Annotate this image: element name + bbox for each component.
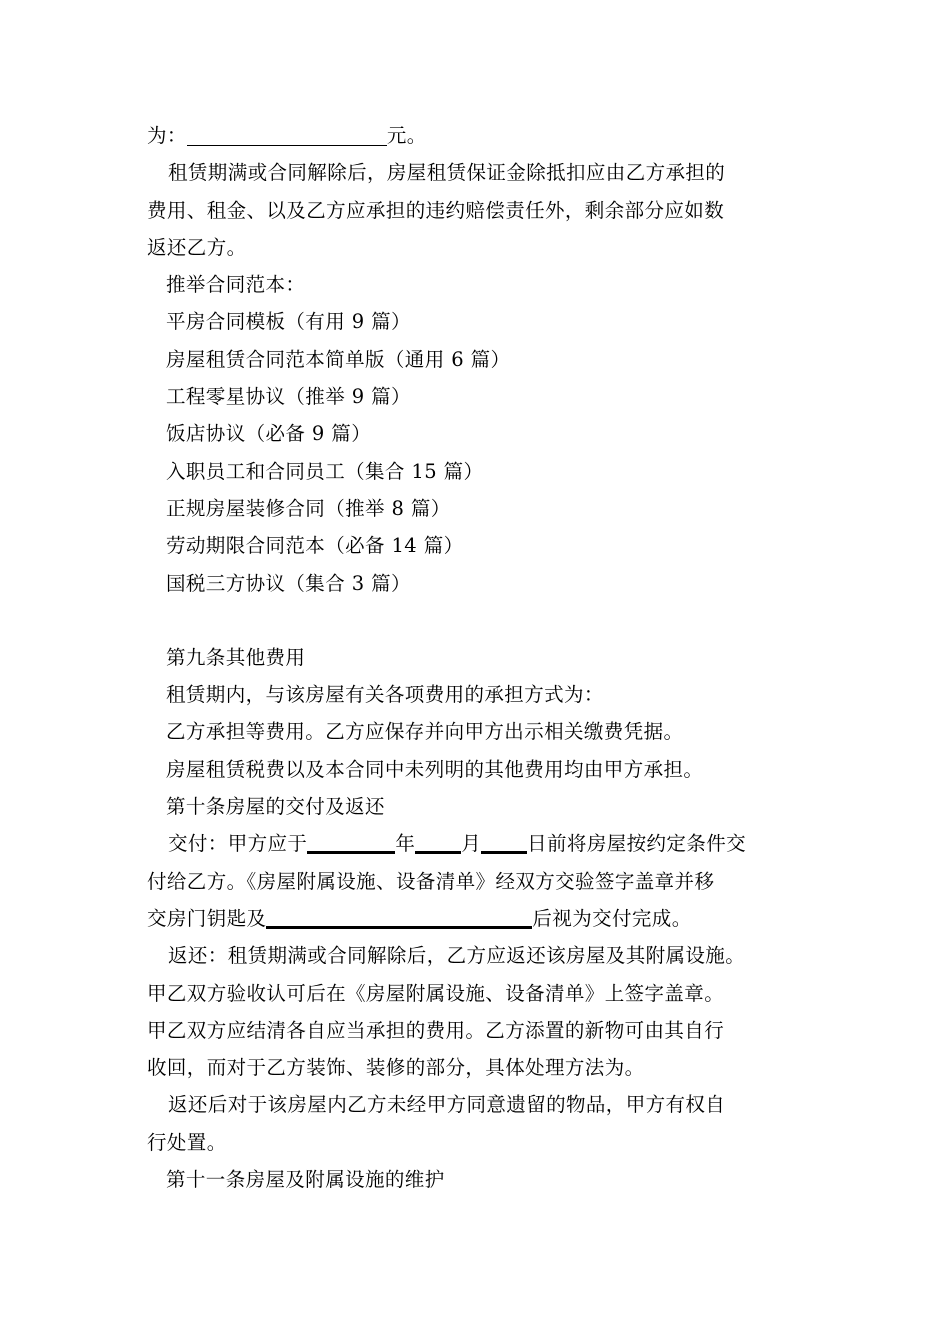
recommend-title: 推举合同范本： <box>166 273 306 297</box>
article-9-line: 房屋租赁税费以及本合同中未列明的其他费用均由甲方承担。 <box>166 757 704 781</box>
article-9-line: 乙方承担等费用。乙方应保存并向甲方出示相关缴费凭据。 <box>166 720 684 744</box>
leftover-line: 返还后对于该房屋内乙方未经甲方同意遗留的物品，甲方有权自 <box>168 1093 726 1117</box>
deposit-amount-line <box>147 117 827 154</box>
article-11-title: 第十一条房屋及附属设施的维护 <box>166 1168 445 1192</box>
delivery-line <box>147 900 827 937</box>
deposit-paragraph-line: 租赁期满或合同解除后，房屋租赁保证金除抵扣应由乙方承担的 <box>168 161 726 185</box>
return-line: 收回，而对于乙方装饰、装修的部分，具体处理方法为。 <box>147 1056 645 1080</box>
recommend-item: 劳动期限合同范本（必备 14 篇） <box>166 534 464 558</box>
spacer <box>147 602 827 639</box>
article-10-title: 第十条房屋的交付及返还 <box>166 795 385 819</box>
recommend-item: 平房合同模板（有用 9 篇） <box>166 310 411 334</box>
text: 日前将房屋按约定条件交 <box>527 832 747 856</box>
blank-month <box>415 831 461 854</box>
text: 月 <box>461 832 482 856</box>
text: 交付：甲方应于 <box>168 832 308 856</box>
delivery-line: 付给乙方。《房屋附属设施、设备清单》经双方交验签字盖章并移 <box>147 869 715 893</box>
blank-day <box>481 831 527 854</box>
recommend-item: 工程零星协议（推举 9 篇） <box>166 385 411 409</box>
return-line: 返还：租赁期满或合同解除后，乙方应返还该房屋及其附属设施。 <box>168 944 746 968</box>
recommend-item: 房屋租赁合同范本简单版（通用 6 篇） <box>166 347 511 371</box>
delivery-line <box>147 825 827 862</box>
leftover-line: 行处置。 <box>147 1130 227 1154</box>
article-9-line: 租赁期内，与该房屋有关各项费用的承担方式为： <box>166 683 604 707</box>
blank-underline <box>187 125 387 146</box>
recommend-item: 饭店协议（必备 9 篇） <box>166 422 372 446</box>
blank-keys <box>266 906 532 929</box>
article-9-title: 第九条其他费用 <box>166 645 306 669</box>
text: 元。 <box>386 124 427 147</box>
return-line: 甲乙双方应结清各自应当承担的费用。乙方添置的新物可由其自行 <box>147 1018 725 1042</box>
recommend-item: 国税三方协议（集合 3 篇） <box>166 571 411 595</box>
recommend-item: 正规房屋装修合同（推举 8 篇） <box>166 496 451 520</box>
text: 后视为交付完成。 <box>532 906 692 930</box>
text: 为： <box>147 124 187 147</box>
deposit-paragraph-line: 返还乙方。 <box>147 235 247 259</box>
blank-year <box>307 831 395 854</box>
document-body <box>147 117 827 1198</box>
return-line: 甲乙双方验收认可后在《房屋附属设施、设备清单》上签字盖章。 <box>147 981 725 1005</box>
text: 年 <box>395 832 416 856</box>
text: 交房门钥匙及 <box>147 906 267 930</box>
deposit-paragraph-line: 费用、租金、以及乙方应承担的违约赔偿责任外，剩余部分应如数 <box>147 198 725 222</box>
recommend-item: 入职员工和合同员工（集合 15 篇） <box>166 459 484 483</box>
